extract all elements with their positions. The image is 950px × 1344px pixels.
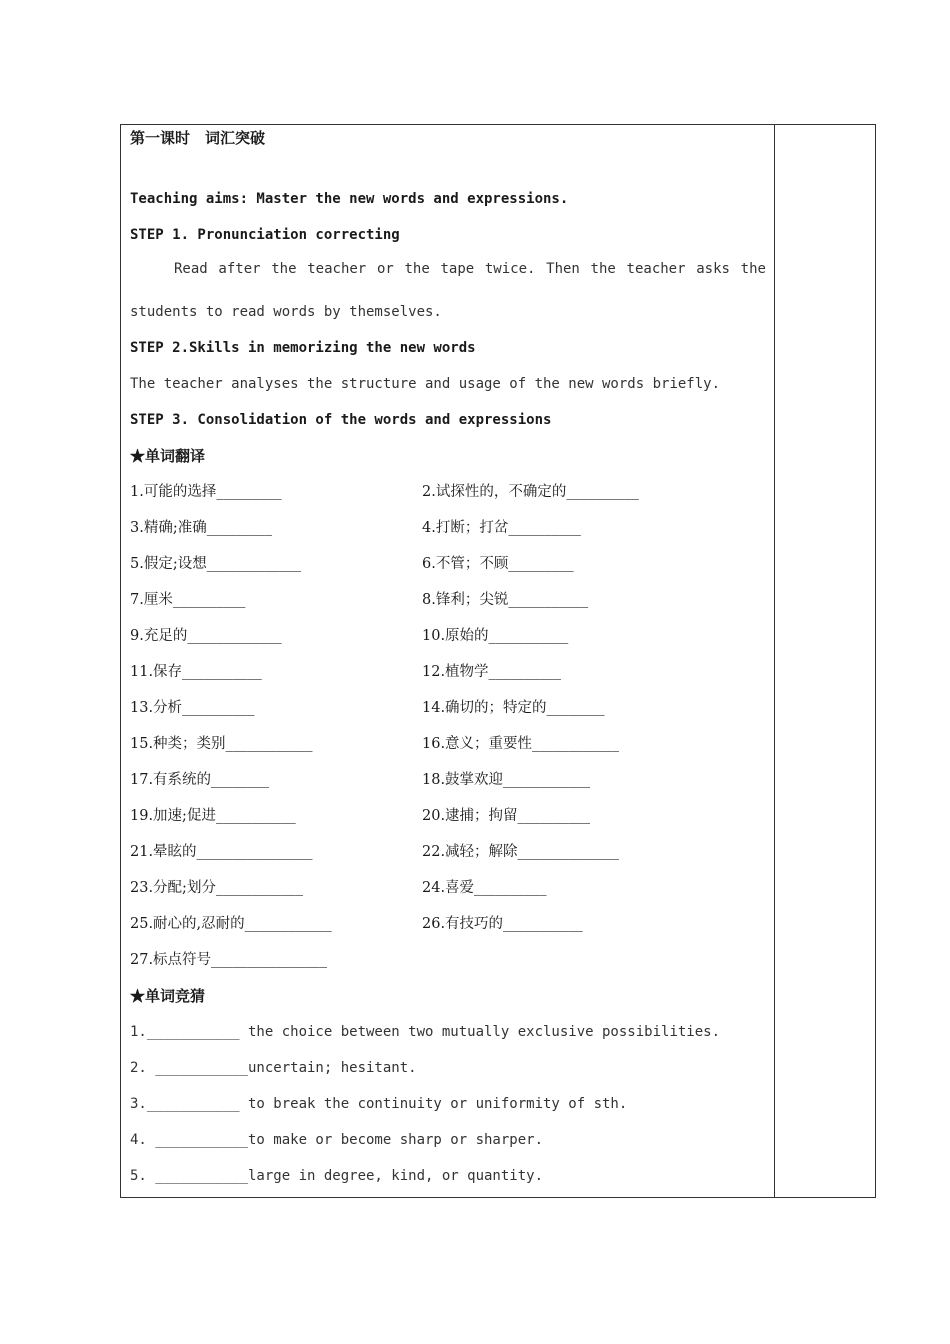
word: after [218, 261, 261, 277]
vocab-item: 22.减轻；解除______________ [422, 844, 620, 860]
vocab-item: 26.有技巧的___________ [422, 916, 583, 932]
vocab-item: 5.假定;设想_____________ [130, 556, 301, 572]
guess-item: 2. ___________uncertain; hesitant. [130, 1060, 417, 1076]
word: the [740, 261, 766, 277]
step1-heading: STEP 1. Pronunciation correcting [130, 227, 400, 243]
column-divider [774, 124, 775, 1198]
guess-item: 4. ___________to make or become sharp or sharper. [130, 1132, 544, 1148]
vocab-item: 18.鼓掌欢迎____________ [422, 772, 591, 788]
guess-item: 1.___________ the choice between two mutually exclusive possibilities. [130, 1024, 721, 1040]
word: Then [546, 261, 580, 277]
lesson-title: 第一课时 词汇突破 [130, 129, 266, 147]
vocab-item: 19.加速;促进___________ [130, 808, 296, 824]
vocab-item: 10.原始的___________ [422, 628, 569, 644]
step1-paragraph-line1 [130, 261, 766, 277]
word: teacher [626, 261, 686, 277]
word: the [404, 261, 430, 277]
translation-section-heading: ★单词翻译 [130, 447, 206, 465]
vocab-item: 17.有系统的________ [130, 772, 270, 788]
word: the [271, 261, 297, 277]
vocab-item: 12.植物学__________ [422, 664, 562, 680]
vocab-item: 14.确切的；特定的________ [422, 700, 605, 716]
vocab-item: 20.逮捕；拘留__________ [422, 808, 591, 824]
vocab-item: 27.标点符号________________ [130, 952, 328, 968]
guess-item: 3.___________ to break the continuity or uniformity of sth. [130, 1096, 628, 1112]
word: or [376, 261, 394, 277]
step3-heading: STEP 3. Consolidation of the words and expressions [130, 412, 552, 428]
vocab-item: 2.试探性的，不确定的__________ [422, 484, 639, 500]
word: twice. [484, 261, 536, 277]
vocab-item: 25.耐心的,忍耐的____________ [130, 916, 332, 932]
vocab-item: 6.不管；不顾_________ [422, 556, 574, 572]
vocab-item: 11.保存___________ [130, 664, 262, 680]
vocab-item: 1.可能的选择_________ [130, 484, 282, 500]
vocab-item: 21.晕眩的________________ [130, 844, 313, 860]
step2-heading: STEP 2.Skills in memorizing the new words [130, 340, 476, 356]
vocab-item: 3.精确;准确_________ [130, 520, 272, 536]
vocab-item: 8.锋利；尖锐___________ [422, 592, 589, 608]
step1-paragraph-line2: students to read words by themselves. [130, 304, 442, 320]
vocab-item: 24.喜爱__________ [422, 880, 547, 896]
word: tape [440, 261, 475, 277]
vocab-item: 16.意义；重要性____________ [422, 736, 620, 752]
vocab-item: 23.分配;划分____________ [130, 880, 303, 896]
word: asks [696, 261, 730, 277]
word: the [590, 261, 616, 277]
vocab-item: 7.厘米__________ [130, 592, 246, 608]
vocab-item: 4.打断；打岔__________ [422, 520, 581, 536]
vocab-item: 13.分析__________ [130, 700, 255, 716]
vocab-item: 15.种类；类别____________ [130, 736, 313, 752]
teaching-aims: Teaching aims: Master the new words and expressions. [130, 191, 569, 207]
vocab-item: 9.充足的_____________ [130, 628, 282, 644]
guess-item: 5. ___________large in degree, kind, or quantity. [130, 1168, 544, 1184]
word: teacher [307, 261, 367, 277]
guess-section-heading: ★单词竞猜 [130, 987, 206, 1005]
word: Read [174, 261, 208, 277]
step2-body: The teacher analyses the structure and usage of the new words briefly. [130, 376, 721, 392]
